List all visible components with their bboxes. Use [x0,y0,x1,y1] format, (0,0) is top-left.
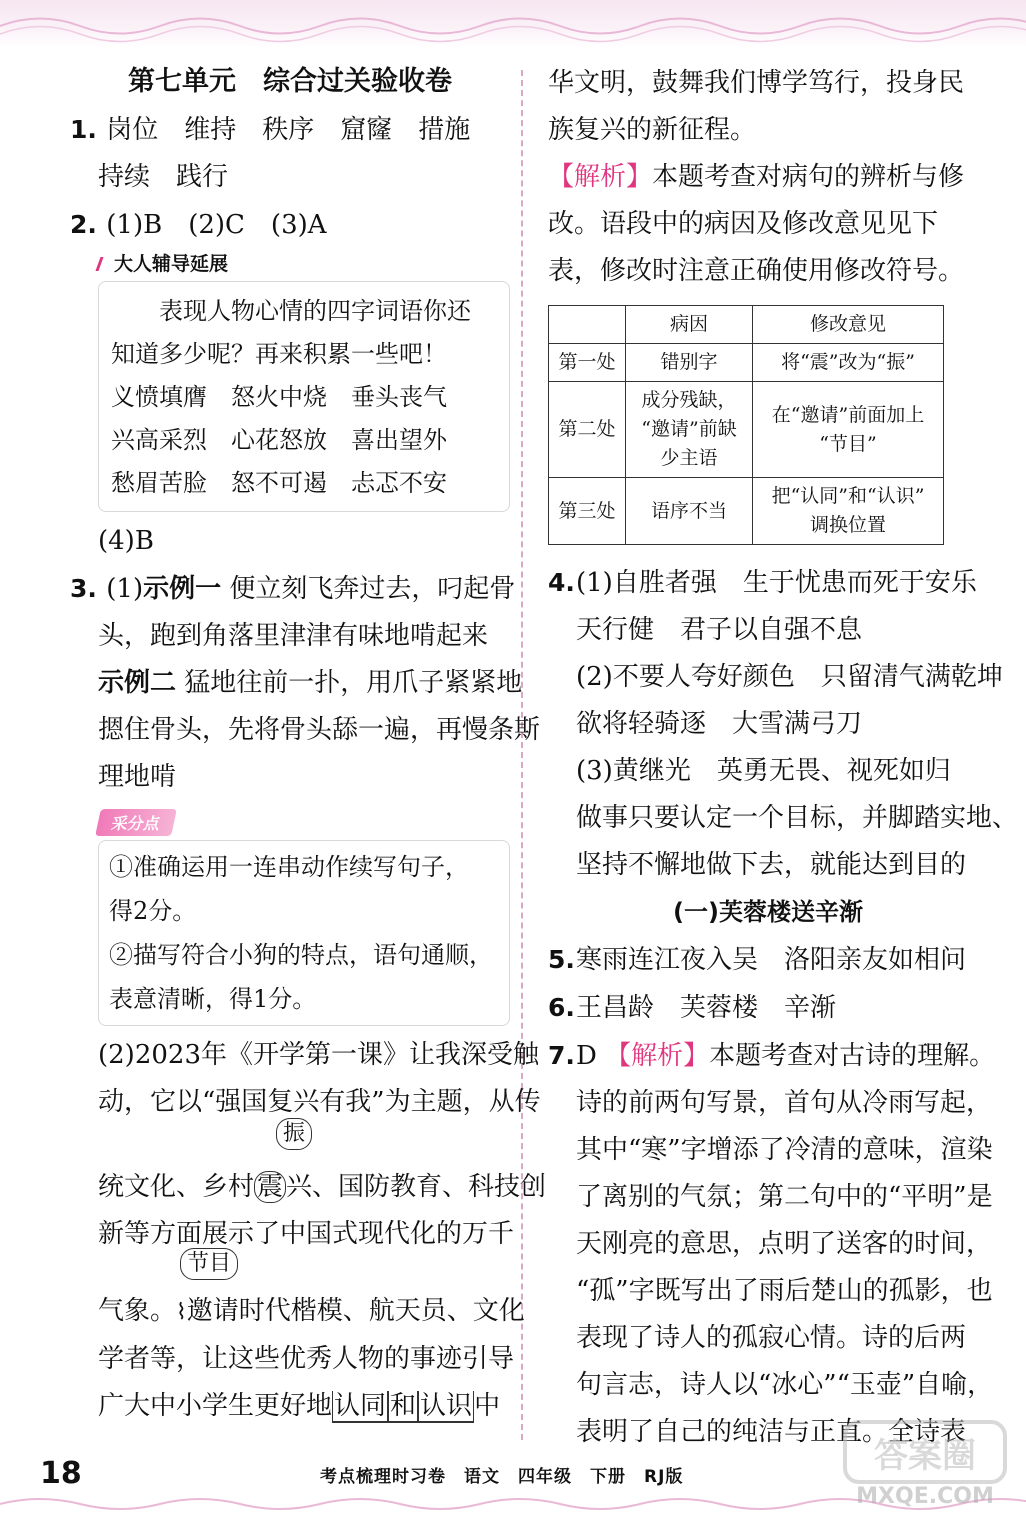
table-row [549,478,944,545]
right-column [548,60,1019,1456]
q5-text: 寒雨连江夜入吴 洛阳亲友如相问 [576,945,967,975]
watermark-logo-icon [835,1412,1015,1492]
q7-line: 表现了诗人的孤寂心情。诗的后两 [576,1323,967,1353]
q3b-line1: (2)2023年《开学第一课》让我深受触 [98,1040,539,1070]
q3-line1 [70,565,516,613]
watermark [835,1412,1015,1522]
table-cell: 在“邀请”前面加上 “节目” [753,382,944,478]
analysis1-line3: 表，修改时注意正确使用修改符号。 [548,256,965,286]
q7-text: 本题考查对古诗的理解。 [709,1041,996,1071]
q3b-line2: 动，它以“强国复兴有我”为主题，从传 [98,1087,541,1117]
section-title: (一)芙蓉楼送辛渐 [673,898,863,926]
q7-line [548,1032,996,1080]
column-divider [521,70,523,1440]
q3-line5: 理地啃 [98,762,177,792]
q3b-line3 [70,1121,547,1211]
swap-word-1: 认同 [334,1391,387,1421]
q3b-line4: 新等方面展示了中国式现代化的万千 [98,1219,515,1249]
analysis1-line1 [548,154,988,201]
q3-prefix: (1) [106,574,144,604]
q6-number: 6. [548,993,575,1022]
q4-line: 做事只要认定一个目标，并脚踏实地、 [576,803,1019,833]
q7-line: 了离别的气氛；第二句中的“平明”是 [576,1182,993,1212]
q3-line2: 头，跑到角落里津津有味地啃起来 [98,621,489,651]
correction-mark [254,1121,306,1211]
scoring-label: 采分点 [95,809,177,836]
scoring-line: ②描写符合小狗的特点，语句通顺， [109,941,493,969]
extension-line: 兴高采烈 心花怒放 喜出望外 [111,426,447,454]
q4-line: 天行健 君子以自强不息 [576,615,863,645]
q7-line: 句言志，诗人以“冰心”“玉壶”自喻， [576,1370,994,1400]
page-title: 第七单元 综合过关验收卷 [128,66,452,97]
q3-number: 3. [70,574,97,603]
analysis1-line2: 改。语段中的病因及修改意见见下 [548,209,939,239]
q3b-text: 统文化、乡村 [98,1172,255,1202]
q3b-text: 兴、国防教育、科技创 [286,1172,547,1202]
table-cell: 把“认同”和“认识” 调换位置 [753,478,944,545]
table-cell: 第一处 [549,344,626,382]
q4-line: (2)不要人夸好颜色 只留清气满乾坤 [576,662,1003,692]
scoring-section [98,801,510,1026]
q7-line: 表明了自己的纯洁与正直。全诗表 [576,1417,967,1447]
q2-answer: (1)B (2)C (3)A [106,210,327,240]
extension-box [98,281,510,512]
q7-number: 7. [548,1041,575,1070]
example-one-label: 示例一 [143,574,222,604]
q3b-line7 [70,1383,510,1430]
q6-text: 王昌龄 芙蓉楼 辛渐 [576,993,837,1023]
q4-line: (3)黄继光 英勇无畏、视死如归 [576,756,951,786]
page-number: 18 [40,1456,82,1491]
q3-text: 便立刻飞奔过去，叼起骨 [229,574,516,604]
example-two-label: 示例二 [98,668,177,698]
svg-text:答案圈: 答案圈 [874,1436,976,1476]
table-cell: 第三处 [549,478,626,545]
q4-text: (1)自胜者强 生于忧患而死于安乐 [576,568,977,598]
q3-line3 [70,660,523,707]
continued-line: 族复兴的新征程。 [548,115,757,145]
wave-decoration [0,6,1026,46]
q7-line: 诗的前两句写景，首句从冷雨写起， [576,1088,993,1118]
q2-part4: (4)B [98,526,154,556]
scoring-box [98,840,510,1026]
q3b-text: 邀请时代楷模、航天员、文化 [186,1296,525,1326]
insertion-mark: ⌇ 节目 [176,1288,187,1336]
q1-answer: 岗位 维持 秩序 窟窿 措施 [106,115,471,145]
watermark-text: MXQE.COM [856,1484,994,1509]
wrong-char: 震 [254,1171,286,1203]
error-table [548,305,944,545]
table-cell: 错别字 [626,344,753,382]
extension-line: 表现人物心情的四字词语你还 [111,297,471,325]
extension-label: 大人辅导延展 [98,249,510,279]
table-cell: 成分残缺， “邀请”前缺 少主语 [626,382,753,478]
extension-line: 愁眉苦脸 怒不可遏 忐忑不安 [111,469,447,497]
q5-line [548,936,988,984]
extension-line: 知道多少呢？再来积累一些吧！ [111,340,447,368]
table-row [549,344,944,382]
scoring-line: ①准确运用一连串动作续写句子， [109,853,469,881]
q7-answer: D [576,1041,597,1071]
scoring-line: 得2分。 [109,897,197,925]
analysis-tag: 【解析】 [605,1041,710,1071]
analysis-text: 本题考查对病句的辨析与修 [652,162,965,192]
q7-line: “孤”字既写出了雨后楚山的孤影，也 [576,1276,993,1306]
q1-line2: 持续 践行 [98,162,229,192]
swap-connector: 和 [390,1391,417,1421]
q4-line: 坚持不懈地做下去，就能达到目的 [576,850,967,880]
q1-line1 [70,106,510,154]
q7-line: 其中“寒”字增添了冷清的意味，渲染 [576,1135,993,1165]
inserted-text: 节目 [180,1248,238,1280]
table-cell: 将“震”改为“振” [753,344,944,382]
q3-text: 猛地往前一扑，用爪子紧紧地 [184,668,523,698]
q4-line [548,559,988,607]
table-header: 病因 [626,306,753,344]
q1-number: 1. [70,115,97,144]
q7-line: 天刚亮的意思，点明了送客的时间， [576,1229,993,1259]
book-info: 考点梳理时习卷 语文 四年级 下册 RJ版 [320,1467,684,1487]
q3b-text: 中 [474,1391,501,1421]
extension-section [98,249,510,512]
q2-line [70,201,510,249]
q3b-text: 气象。 [98,1296,177,1326]
top-decoration [0,0,1026,48]
q3b-text: 广大中小学生更好地 [98,1391,333,1421]
q3b-line5 [70,1251,525,1336]
swap-word-2: 认识 [420,1391,473,1421]
q5-number: 5. [548,945,575,974]
q3b-line6: 学者等，让这些优秀人物的事迹引导 [98,1344,515,1374]
extension-line: 义愤填膺 怒火中烧 垂头丧气 [111,383,447,411]
q6-line [548,984,988,1032]
table-cell: 第二处 [549,382,626,478]
q4-line: 欲将轻骑逐 大雪满弓刀 [576,709,863,739]
q4-number: 4. [548,568,575,597]
table-header [549,306,626,344]
corrected-char: 振 [276,1118,312,1150]
table-header-row [549,306,944,344]
continued-line: 华文明，鼓舞我们博学笃行，投身民 [548,68,965,98]
table-cell: 语序不当 [626,478,753,545]
table-row [549,382,944,478]
q3-line4: 摁住骨头，先将骨头舔一遍，再慢条斯 [98,715,541,745]
scoring-line: 表意清晰，得1分。 [109,985,317,1013]
analysis-tag: 【解析】 [548,162,653,192]
left-column [70,60,547,1430]
q2-number: 2. [70,210,97,239]
table-header: 修改意见 [753,306,944,344]
